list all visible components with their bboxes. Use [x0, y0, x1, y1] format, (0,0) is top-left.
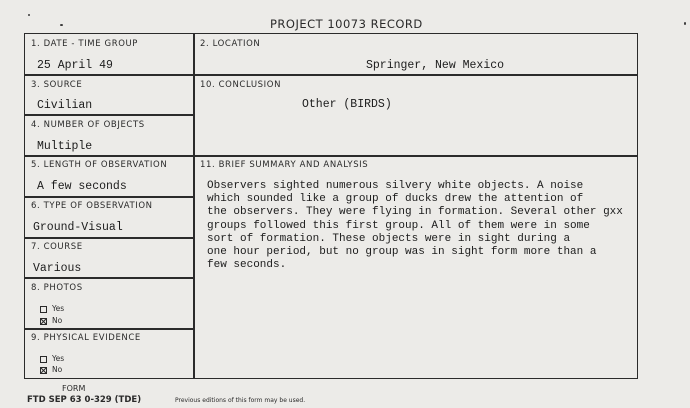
row-divider: [24, 74, 638, 76]
type-of-observation-label: 6. TYPE OF OBSERVATION: [31, 201, 153, 211]
location-value: Springer, New Mexico: [366, 59, 505, 72]
row-divider: [24, 155, 638, 157]
photos-label: 8. PHOTOS: [31, 283, 83, 293]
location-label: 2. LOCATION: [200, 39, 261, 49]
checkbox-checked: [40, 367, 47, 374]
source-label: 3. SOURCE: [31, 80, 83, 90]
row-divider: [24, 328, 194, 330]
photos-no-option: No: [40, 316, 62, 325]
form-number: FTD SEP 63 0-329 (TDE): [27, 395, 142, 405]
source-value: Civilian: [37, 99, 93, 112]
type-of-observation-value: Ground-Visual: [33, 221, 123, 234]
conclusion-label: 10. CONCLUSION: [200, 80, 282, 90]
checkbox-checked: [40, 318, 47, 325]
physical-evidence-label: 9. PHYSICAL EVIDENCE: [31, 333, 141, 343]
length-of-observation-label: 5. LENGTH OF OBSERVATION: [31, 160, 168, 170]
summary-line: which sounded like a group of ducks drew the attention of: [207, 193, 584, 206]
length-of-observation-value: A few seconds: [37, 180, 127, 193]
summary-line: one hour period, but no group was in sight form more than a: [207, 246, 597, 259]
form-note: Previous editions of this form may be used.: [175, 397, 306, 404]
summary-line: groups followed this first group. All of them were in some: [207, 219, 590, 232]
form-title: PROJECT 10073 RECORD: [270, 17, 423, 31]
physical-evidence-yes-option: Yes: [40, 354, 64, 363]
conclusion-value: Other (BIRDS): [302, 98, 392, 111]
number-of-objects-value: Multiple: [37, 140, 93, 153]
summary-line: few seconds.: [207, 259, 287, 272]
number-of-objects-label: 4. NUMBER OF OBJECTS: [31, 120, 145, 130]
paper-speck: [60, 24, 63, 26]
paper-speck: [28, 14, 30, 16]
row-divider: [24, 237, 194, 239]
summary-line: Observers sighted numerous silvery white objects. A noise: [207, 180, 584, 192]
checkbox-empty: [40, 356, 47, 363]
course-label: 7. COURSE: [31, 242, 83, 252]
row-divider: [24, 114, 194, 116]
summary-label: 11. BRIEF SUMMARY AND ANALYSIS: [200, 160, 369, 170]
row-divider: [24, 196, 194, 198]
paper-speck: [684, 22, 686, 25]
summary-line: sort of formation. These objects were in sight during a: [207, 232, 571, 245]
physical-evidence-no-option: No: [40, 365, 62, 374]
summary-text: [207, 180, 627, 272]
date-time-group-label: 1. DATE - TIME GROUP: [31, 39, 139, 49]
row-divider: [24, 277, 194, 279]
summary-line: the observers. They were flying in formation. Several other gxx: [207, 206, 623, 219]
photos-yes-option: Yes: [40, 304, 64, 313]
checkbox-empty: [40, 306, 47, 313]
form-label: FORM: [62, 384, 86, 393]
course-value: Various: [33, 262, 82, 275]
date-time-group-value: 25 April 49: [37, 59, 113, 72]
